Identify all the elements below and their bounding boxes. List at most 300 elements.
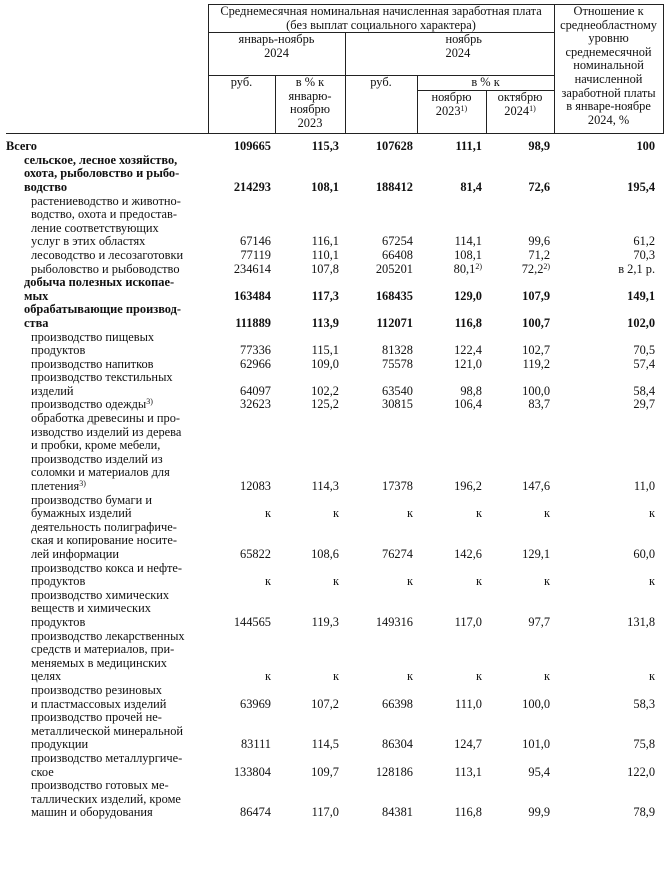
wage-table xyxy=(6,4,664,820)
value-ratio xyxy=(554,494,663,521)
row-label-line: рыболовство и рыбоводство xyxy=(31,261,180,276)
row-label xyxy=(6,684,208,711)
cell-value: к xyxy=(264,669,271,684)
row-label-line: сельское, лесное хозяйство, xyxy=(24,152,178,167)
row-label-line: соломки и материалов для xyxy=(31,465,170,480)
value-pct-nov-2023 xyxy=(417,398,486,412)
value-pct-oct-2024 xyxy=(486,134,554,154)
cell-value: 115,3 xyxy=(311,139,339,154)
cell-value: 86474 xyxy=(240,805,271,820)
value-pct-jan-nov xyxy=(275,331,345,358)
value-pct-jan-nov xyxy=(275,779,345,820)
table-row xyxy=(6,752,663,779)
value-pct-jan-nov xyxy=(275,630,345,684)
value-pct-nov-2023 xyxy=(417,276,486,303)
value-rub-jan-nov xyxy=(208,249,275,263)
cell-value: 128186 xyxy=(375,764,413,779)
row-label xyxy=(6,779,208,820)
value-pct-nov-2023 xyxy=(417,562,486,589)
cell-value: 133804 xyxy=(233,764,271,779)
value-pct-nov-2023 xyxy=(417,752,486,779)
value-pct-nov-2023 xyxy=(417,521,486,562)
cell-value: в 2,1 р. xyxy=(618,261,656,276)
value-pct-oct-2024 xyxy=(486,589,554,630)
cell-value: к xyxy=(544,669,551,684)
header-nov-2023-text: ноябрю 2023 xyxy=(431,90,472,118)
row-label xyxy=(6,521,208,562)
table-row xyxy=(6,562,663,589)
cell-value: 67146 xyxy=(240,234,271,249)
cell-value: 122,4 xyxy=(454,343,482,358)
table-row xyxy=(6,494,663,521)
value-ratio xyxy=(554,195,663,249)
cell-value: 117,3 xyxy=(311,288,339,303)
row-label xyxy=(6,195,208,249)
row-label xyxy=(6,494,208,521)
value-rub-nov xyxy=(345,521,417,562)
cell-value: 107,2 xyxy=(311,696,339,711)
row-label xyxy=(6,398,208,412)
cell-value: 75,8 xyxy=(633,737,656,752)
cell-value: 70,3 xyxy=(633,247,656,262)
row-label-line: производство резиновых xyxy=(31,682,162,697)
value-pct-nov-2023 xyxy=(417,630,486,684)
cell-value: 109,0 xyxy=(311,356,339,371)
cell-value: 115,1 xyxy=(311,343,339,358)
value-ratio xyxy=(554,521,663,562)
value-rub-nov xyxy=(345,711,417,752)
value-pct-oct-2024 xyxy=(486,371,554,398)
value-rub-nov xyxy=(345,398,417,412)
cell-value: 72,2 xyxy=(521,261,544,276)
cell-value: 111,1 xyxy=(455,139,482,154)
row-label xyxy=(6,263,208,277)
value-rub-nov xyxy=(345,779,417,820)
value-rub-jan-nov xyxy=(208,494,275,521)
cell-value: 107,8 xyxy=(311,261,339,276)
table-row xyxy=(6,589,663,630)
value-rub-jan-nov xyxy=(208,630,275,684)
cell-value: 168435 xyxy=(375,288,413,303)
cell-value: 163484 xyxy=(233,288,271,303)
row-label-line: продукции xyxy=(31,737,89,752)
value-rub-nov xyxy=(345,412,417,494)
header-nov-2023-note: 1) xyxy=(460,103,468,113)
cell-value: 99,9 xyxy=(528,805,551,820)
cell-value: к xyxy=(475,669,482,684)
value-pct-jan-nov xyxy=(275,684,345,711)
table-row xyxy=(6,134,663,154)
row-label-line: производство текстильных xyxy=(31,370,173,385)
cell-value: 78,9 xyxy=(633,805,656,820)
header-rub-2: руб. xyxy=(345,76,417,134)
row-label-line: изводство изделий из дерева xyxy=(31,424,182,439)
cell-value: 214293 xyxy=(233,179,271,194)
cell-value: 117,0 xyxy=(454,614,482,629)
row-label xyxy=(6,412,208,494)
value-pct-jan-nov xyxy=(275,263,345,277)
cell-value: к xyxy=(264,574,271,589)
cell-value: 70,5 xyxy=(633,343,656,358)
row-label-line: производство металлургиче- xyxy=(31,750,183,765)
value-pct-nov-2023 xyxy=(417,412,486,494)
value-rub-jan-nov xyxy=(208,711,275,752)
cell-value: 66398 xyxy=(382,696,413,711)
value-ratio xyxy=(554,276,663,303)
table-row xyxy=(6,154,663,195)
value-pct-jan-nov xyxy=(275,562,345,589)
row-label-line: производство изделий из xyxy=(31,451,163,466)
value-pct-oct-2024 xyxy=(486,154,554,195)
row-label-line: машин и оборудования xyxy=(31,805,153,820)
value-pct-oct-2024 xyxy=(486,684,554,711)
value-pct-oct-2024 xyxy=(486,249,554,263)
row-label xyxy=(6,371,208,398)
cell-value: к xyxy=(406,669,413,684)
value-pct-oct-2024 xyxy=(486,752,554,779)
value-rub-jan-nov xyxy=(208,521,275,562)
value-pct-nov-2023 xyxy=(417,371,486,398)
cell-value: к xyxy=(649,506,656,521)
cell-value: 80,1 xyxy=(453,261,476,276)
table-row xyxy=(6,398,663,412)
value-rub-nov xyxy=(345,630,417,684)
value-pct-nov-2023 xyxy=(417,589,486,630)
value-pct-jan-nov xyxy=(275,195,345,249)
value-ratio xyxy=(554,249,663,263)
cell-value: 234614 xyxy=(233,261,271,276)
cell-value: 106,4 xyxy=(454,397,482,412)
cell-value: 147,6 xyxy=(522,479,551,494)
value-rub-jan-nov xyxy=(208,358,275,372)
row-label-line: целях xyxy=(31,669,62,684)
cell-value: к xyxy=(264,506,271,521)
cell-value: 129,0 xyxy=(454,288,482,303)
header-oct-2024 xyxy=(486,91,554,134)
value-rub-nov xyxy=(345,134,417,154)
row-label-line: производство бумаги и xyxy=(31,492,152,507)
header-group-title: Среднемесячная номинальная начисленная заработная плата (без выплат социального характера) xyxy=(208,5,554,33)
value-pct-jan-nov xyxy=(275,752,345,779)
row-label-line: производство лекарственных xyxy=(31,628,185,643)
row-label-line: ства xyxy=(24,315,49,330)
cell-value: 67254 xyxy=(382,234,413,249)
value-rub-jan-nov xyxy=(208,154,275,195)
value-pct-oct-2024 xyxy=(486,331,554,358)
row-label-text: производство одежды xyxy=(31,397,147,412)
value-pct-oct-2024 xyxy=(486,263,554,277)
value-pct-jan-nov xyxy=(275,154,345,195)
cell-value: 149,1 xyxy=(627,288,656,303)
row-label-line xyxy=(31,398,208,412)
cell-value: 195,4 xyxy=(627,179,656,194)
cell-value: 129,1 xyxy=(522,547,551,561)
cell-value: 102,0 xyxy=(627,315,656,330)
value-ratio xyxy=(554,358,663,372)
cell-value: 100 xyxy=(636,139,656,154)
value-pct-oct-2024 xyxy=(486,521,554,562)
value-rub-jan-nov xyxy=(208,752,275,779)
value-rub-jan-nov xyxy=(208,303,275,330)
cell-value: 77119 xyxy=(240,247,271,262)
value-pct-jan-nov xyxy=(275,398,345,412)
value-ratio xyxy=(554,589,663,630)
cell-value: к xyxy=(475,506,482,521)
cell-value: 60,0 xyxy=(633,547,656,561)
row-label-line: ское xyxy=(31,764,54,779)
value-rub-nov xyxy=(345,249,417,263)
value-pct-oct-2024 xyxy=(486,562,554,589)
cell-value: 111889 xyxy=(235,315,271,330)
value-rub-nov xyxy=(345,589,417,630)
table-row xyxy=(6,521,663,562)
cell-value: к xyxy=(406,506,413,521)
cell-value: 66408 xyxy=(382,247,413,262)
value-pct-oct-2024 xyxy=(486,779,554,820)
cell-value: 114,1 xyxy=(454,234,482,249)
value-rub-jan-nov xyxy=(208,412,275,494)
cell-value: к xyxy=(649,574,656,589)
row-label-line: добыча полезных ископае- xyxy=(24,275,175,290)
row-label-line: производство кокса и нефте- xyxy=(31,560,183,575)
value-pct-oct-2024 xyxy=(486,276,554,303)
value-pct-jan-nov xyxy=(275,589,345,630)
row-label-line: производство пищевых xyxy=(31,329,155,344)
row-label-text: плетения xyxy=(31,479,80,494)
cell-value: 83111 xyxy=(240,737,271,752)
row-label-line: средств и материалов, при- xyxy=(31,642,175,657)
table-row xyxy=(6,684,663,711)
value-ratio xyxy=(554,134,663,154)
value-rub-jan-nov xyxy=(208,398,275,412)
row-label-line: деятельность полиграфиче- xyxy=(31,519,177,534)
cell-value: 81328 xyxy=(382,343,413,358)
table-body xyxy=(6,134,663,820)
cell-value: 32623 xyxy=(240,397,271,412)
row-label-line: лесоводство и лесозаготовки xyxy=(31,247,184,262)
cell-value: 72,6 xyxy=(528,179,551,194)
table-row xyxy=(6,303,663,330)
cell-value: к xyxy=(332,574,339,589)
cell-value: 71,2 xyxy=(528,247,551,262)
table-row xyxy=(6,249,663,263)
value-rub-jan-nov xyxy=(208,684,275,711)
cell-value: 131,8 xyxy=(627,614,656,629)
value-rub-nov xyxy=(345,684,417,711)
cell-value: 30815 xyxy=(382,397,413,412)
row-label-line: услуг в этих областях xyxy=(31,234,146,249)
row-label xyxy=(6,276,208,303)
row-label-line: продуктов xyxy=(31,343,86,358)
value-ratio xyxy=(554,331,663,358)
row-label xyxy=(6,711,208,752)
value-rub-jan-nov xyxy=(208,195,275,249)
cell-value: 125,2 xyxy=(311,397,339,412)
table-row xyxy=(6,331,663,358)
table-row xyxy=(6,263,663,277)
cell-value: 102,2 xyxy=(311,383,339,398)
row-label-line: бумажных изделий xyxy=(31,506,132,521)
value-pct-oct-2024 xyxy=(486,494,554,521)
value-pct-nov-2023 xyxy=(417,154,486,195)
cell-value: 109665 xyxy=(233,139,271,154)
cell-value: 142,6 xyxy=(454,547,482,561)
row-label-line: ление соответствующих xyxy=(31,220,159,235)
cell-value: 121,0 xyxy=(454,356,482,371)
header-pct-label: в % к xyxy=(417,76,554,91)
cell-value: к xyxy=(332,669,339,684)
value-rub-nov xyxy=(345,303,417,330)
header-oct-2024-text: октябрю 2024 xyxy=(497,90,543,118)
cell-value: 119,3 xyxy=(311,614,339,629)
row-label xyxy=(6,358,208,372)
cell-value: 77336 xyxy=(240,343,271,358)
cell-value: 116,8 xyxy=(454,805,482,820)
value-rub-nov xyxy=(345,371,417,398)
value-ratio xyxy=(554,711,663,752)
value-ratio xyxy=(554,562,663,589)
cell-value: 144565 xyxy=(233,614,271,629)
cell-value: к xyxy=(475,574,482,589)
row-label-line: обрабатывающие производ- xyxy=(24,302,182,317)
value-pct-jan-nov xyxy=(275,134,345,154)
row-label-line: водство, охота и предостав- xyxy=(31,207,178,222)
cell-value: 65822 xyxy=(240,547,271,561)
row-label-line: обработка древесины и про- xyxy=(31,411,181,426)
header-ratio: Отношение к среднеобластному уровню среднемесячной номинальной начисленной заработной платы в январе-ноябре 2024, % xyxy=(554,5,663,134)
row-label-line: водство xyxy=(24,179,68,194)
row-label-line: производство готовых ме- xyxy=(31,778,169,793)
value-pct-nov-2023 xyxy=(417,684,486,711)
cell-value: к xyxy=(544,574,551,589)
cell-value: 112071 xyxy=(376,315,413,330)
cell-value: 114,3 xyxy=(311,479,339,494)
cell-value: 114,5 xyxy=(311,737,339,752)
value-pct-nov-2023 xyxy=(417,249,486,263)
header-period-jan-nov: январь-ноябрь 2024 xyxy=(208,33,345,76)
cell-value: 58,3 xyxy=(633,696,656,711)
header-pct-jan-nov: в % к январю-ноябрю 2023 xyxy=(275,76,345,134)
cell-value: 108,6 xyxy=(311,547,339,561)
header-period-nov: ноябрь 2024 xyxy=(345,33,554,76)
cell-value: 17378 xyxy=(382,479,413,494)
cell-value: 109,7 xyxy=(311,764,339,779)
cell-value: 58,4 xyxy=(633,383,656,398)
row-label xyxy=(6,331,208,358)
value-pct-oct-2024 xyxy=(486,195,554,249)
table-row xyxy=(6,195,663,249)
row-label-line: продуктов xyxy=(31,614,86,629)
cell-value: 57,4 xyxy=(633,356,656,371)
cell-value: 122,0 xyxy=(627,764,656,779)
cell-value: 100,7 xyxy=(522,315,551,330)
row-label-line: производство прочей не- xyxy=(31,710,162,725)
value-ratio xyxy=(554,412,663,494)
value-ratio xyxy=(554,752,663,779)
cell-value: 63540 xyxy=(382,383,413,398)
value-rub-jan-nov xyxy=(208,134,275,154)
value-pct-nov-2023 xyxy=(417,358,486,372)
value-pct-nov-2023 xyxy=(417,303,486,330)
value-rub-nov xyxy=(345,276,417,303)
table-row xyxy=(6,358,663,372)
cell-value: 98,8 xyxy=(460,383,482,398)
value-rub-nov xyxy=(345,263,417,277)
cell-value: 11,0 xyxy=(633,479,656,494)
cell-value: 62966 xyxy=(240,356,271,371)
value-pct-jan-nov xyxy=(275,276,345,303)
value-pct-oct-2024 xyxy=(486,412,554,494)
row-label-line: металлической минеральной xyxy=(31,723,184,738)
cell-value: 113,1 xyxy=(454,764,482,779)
value-ratio xyxy=(554,684,663,711)
row-label-line: охота, рыболовство и рыбо- xyxy=(24,166,180,181)
value-pct-oct-2024 xyxy=(486,711,554,752)
row-label-line: лей информации xyxy=(31,547,120,561)
value-pct-nov-2023 xyxy=(417,134,486,154)
cell-value: 99,6 xyxy=(528,234,551,249)
row-label xyxy=(6,249,208,263)
table-row xyxy=(6,276,663,303)
value-pct-jan-nov xyxy=(275,303,345,330)
row-label xyxy=(6,154,208,195)
value-pct-nov-2023 xyxy=(417,494,486,521)
value-pct-jan-nov xyxy=(275,412,345,494)
row-label xyxy=(6,134,208,154)
row-label-line: мых xyxy=(24,288,49,303)
cell-value: 111,0 xyxy=(455,696,482,711)
value-rub-jan-nov xyxy=(208,589,275,630)
header-oct-2024-note: 1) xyxy=(529,103,536,113)
footnote-mark: 2) xyxy=(475,261,482,271)
table-row xyxy=(6,779,663,820)
header-corner xyxy=(6,5,208,134)
cell-value: 205201 xyxy=(375,261,413,276)
value-pct-jan-nov xyxy=(275,371,345,398)
value-ratio xyxy=(554,779,663,820)
value-pct-jan-nov xyxy=(275,494,345,521)
value-rub-nov xyxy=(345,195,417,249)
value-rub-jan-nov xyxy=(208,779,275,820)
row-label-line: ская и копирование носите- xyxy=(31,533,177,548)
value-ratio xyxy=(554,371,663,398)
value-ratio xyxy=(554,303,663,330)
row-label-line: продуктов xyxy=(31,574,86,589)
cell-value: 113,9 xyxy=(311,315,339,330)
value-rub-nov xyxy=(345,562,417,589)
cell-value: 102,7 xyxy=(522,343,551,358)
header-rub-1: руб. xyxy=(208,76,275,134)
cell-value: 149316 xyxy=(375,614,413,629)
value-pct-oct-2024 xyxy=(486,303,554,330)
cell-value: 108,1 xyxy=(454,247,482,262)
row-label xyxy=(6,630,208,684)
value-pct-oct-2024 xyxy=(486,358,554,372)
cell-value: 116,8 xyxy=(454,315,482,330)
row-label-line xyxy=(31,480,208,494)
value-ratio xyxy=(554,263,663,277)
cell-value: 100,0 xyxy=(522,696,551,711)
row-label xyxy=(6,562,208,589)
cell-value: 188412 xyxy=(375,179,413,194)
row-label-line: Всего xyxy=(6,139,37,154)
cell-value: 101,0 xyxy=(522,737,551,752)
value-rub-nov xyxy=(345,494,417,521)
header-nov-2023 xyxy=(417,91,486,134)
value-pct-oct-2024 xyxy=(486,630,554,684)
value-pct-jan-nov xyxy=(275,358,345,372)
row-label-line: таллических изделий, кроме xyxy=(31,791,181,806)
